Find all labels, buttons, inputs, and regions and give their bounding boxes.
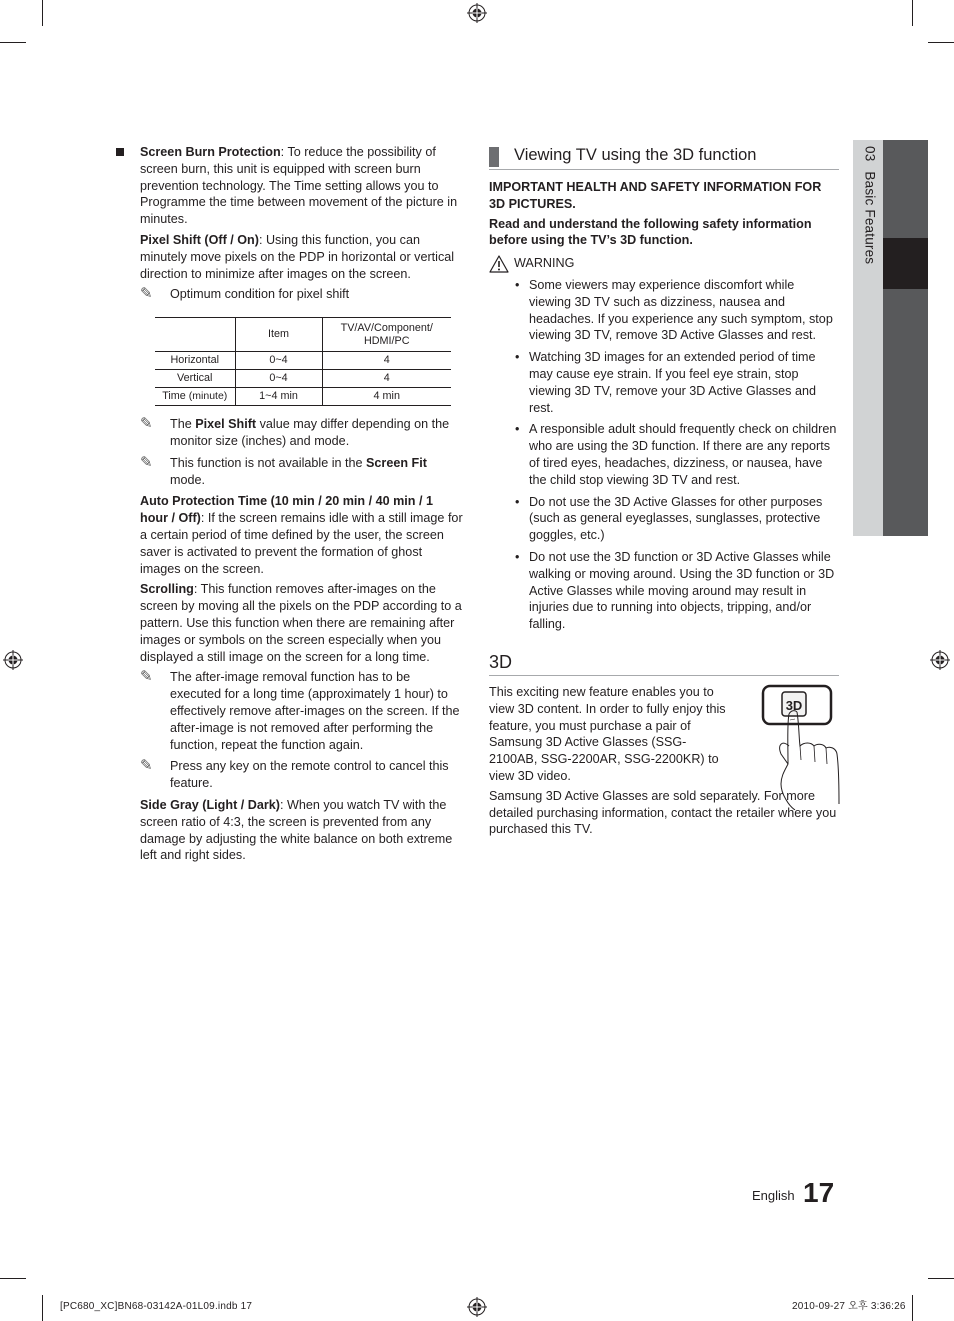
- bullet-icon: •: [515, 422, 520, 437]
- table-cell: Horizontal: [155, 352, 235, 370]
- chapter-title: Basic Features: [862, 171, 878, 265]
- section-title: Viewing TV using the 3D function: [514, 146, 757, 164]
- pencil-note-icon: ✎: [140, 415, 153, 433]
- crop-mark: [0, 42, 26, 43]
- chapter-tab-active-marker: [883, 238, 928, 289]
- note-pixel-shift: [140, 416, 463, 450]
- crop-mark: [42, 0, 43, 26]
- screen-burn-protection-paragraph: [140, 144, 463, 228]
- side-gray-text: : When you watch TV with the screen ratio of 4:3, the screen is prevented from any damage by adjusting the white balance on both extreme left and right sides.: [140, 797, 453, 863]
- footer-language: English: [752, 1188, 795, 1203]
- table-header-cell: Item: [235, 318, 322, 352]
- print-slug-date: 2010-09-27 오후 3:36:26: [792, 1301, 906, 1312]
- chapter-tab-dark: [883, 140, 928, 536]
- registration-mark-icon: [930, 650, 950, 670]
- right-column: [489, 144, 839, 838]
- registration-mark-icon: [467, 3, 487, 23]
- table-cell: Vertical: [155, 370, 235, 388]
- note-text: This function is not available in the: [170, 455, 367, 470]
- 3d-intro-text: This exciting new feature enables you to view 3D content. In order to fully enjoy this feature, you must purchase a pair of Samsung 3D Active Glasses (SSG-2100AB, SSG-2200AR, SSG-2200KR) to view 3D video.: [489, 684, 726, 783]
- note-screen-fit: [140, 455, 463, 489]
- registration-mark-icon: [3, 650, 23, 670]
- warning-triangle-icon: [489, 255, 509, 273]
- scrolling-text: : This function removes after-images on the screen by moving all the pixels on the PDP according to a pattern. Use this function when there are remaining after images or symbols on the screen especially when you displayed a still image on the screen for a long time.: [140, 582, 462, 664]
- pixel-shift-text: : Using this function, you can minutely move pixels on the PDP in horizontal or vertical direction to minimize after images on the screen.: [140, 232, 455, 281]
- note-text: The: [170, 417, 196, 432]
- auto-protection-paragraph: [140, 493, 463, 577]
- table-row: [155, 352, 451, 370]
- pencil-note-icon: ✎: [140, 453, 153, 471]
- list-item-text: Some viewers may experience discomfort while viewing 3D TV such as dizziness, nausea and headaches. If you experience any such symptom, stop viewing 3D TV, remove 3D Active Glasses and rest.: [529, 277, 833, 343]
- square-bullet-icon: [116, 148, 124, 156]
- time-label: Time: [162, 390, 186, 403]
- bullet-icon: •: [515, 277, 520, 292]
- table-cell: 4 min: [322, 388, 451, 406]
- note-text: Press any key on the remote control to cancel this feature.: [170, 759, 449, 791]
- 3d-sold-text-span: Samsung 3D Active Glasses are sold separately. For more detailed purchasing information, contact the retailer where you purchased this TV.: [489, 788, 837, 837]
- auto-protection-title: Auto Protection Time (10 min / 20 min / 40 min / 1 hour / Off): [140, 494, 433, 526]
- bullet-icon: •: [515, 549, 520, 564]
- print-slug-file: [PC680_XC]BN68-03142A-01L09.indb 17: [60, 1301, 253, 1312]
- scrolling-paragraph: [140, 581, 463, 665]
- side-gray-paragraph: [140, 797, 463, 864]
- screen-burn-protection-title: Screen Burn Protection: [140, 145, 281, 159]
- table-cell: 4: [322, 352, 451, 370]
- pencil-note-icon: ✎: [140, 757, 153, 775]
- pixel-shift-paragraph: [140, 232, 463, 282]
- note-text: mode.: [170, 472, 206, 487]
- warning-label-row: [489, 255, 839, 272]
- list-item: [515, 549, 839, 633]
- note-text: value may differ depending on the monitor size (inches) and mode.: [170, 417, 450, 448]
- note-bold-term: Screen Fit: [366, 455, 427, 470]
- read-notice: Read and understand the following safety information before using the TV’s 3D function.: [489, 216, 812, 248]
- important-notice: IMPORTANT HEALTH AND SAFETY INFORMATION FOR 3D PICTURES.: [489, 180, 822, 211]
- note-optimum: [140, 286, 463, 303]
- note-bold-term: Pixel Shift: [195, 417, 257, 432]
- left-column: [140, 144, 463, 868]
- table-cell: 1~4 min: [235, 388, 322, 406]
- scrolling-title: Scrolling: [140, 582, 194, 597]
- table-cell: 0~4: [235, 370, 322, 388]
- list-item-text: Do not use the 3D function or 3D Active Glasses while walking or moving around. Using the 3D function or 3D Active Glasses while moving around may result in injuries due to running into objects, tripping, and/or falling.: [529, 549, 835, 632]
- list-item: [515, 494, 839, 544]
- pencil-note-icon: ✎: [140, 285, 153, 303]
- bullet-icon: •: [515, 350, 520, 365]
- table-header-cell: [155, 318, 235, 352]
- list-item-text: A responsible adult should frequently check on children who are using the 3D function. If there are any reports of tired eyes, headaches, dizziness, or nausea, have the child stop viewing 3D TV and rest.: [529, 422, 837, 487]
- list-item: [515, 421, 839, 488]
- finger-pressing-3d-button-icon: [759, 684, 843, 810]
- heading-3d: 3D: [489, 651, 839, 676]
- registration-mark-icon: [467, 1297, 487, 1317]
- screen-burn-protection-text: : To reduce the possibility of screen burn, this unit is equipped with screen burn prevention technology. The Time setting allows you to Programme the time between movement of the picture in minutes.: [140, 145, 458, 227]
- table-cell: 0~4: [235, 352, 322, 370]
- table-row: [155, 388, 451, 406]
- warning-label: WARNING: [514, 256, 575, 271]
- crop-mark: [912, 0, 913, 26]
- heading-bar: [489, 147, 499, 167]
- table-header-row: [155, 318, 451, 352]
- crop-mark: [928, 1278, 954, 1279]
- auto-protection-text: : If the screen remains idle with a still image for a certain period of time defined by the user, the screen saver is activated to prevent the formation of ghost images on the screen.: [140, 511, 463, 576]
- list-item-text: Watching 3D images for an extended period of time may cause eye strain. If you feel eye strain, stop viewing 3D TV, remove your 3D Active Glasses and rest.: [529, 350, 816, 415]
- table-header-cell: TV/AV/Component/ HDMI/PC: [322, 318, 451, 352]
- section-heading: [489, 144, 839, 170]
- chapter-label: [861, 146, 878, 264]
- note-after-image: [140, 669, 463, 753]
- crop-mark: [42, 1295, 43, 1321]
- list-item-text: Do not use the 3D Active Glasses for other purposes (such as general eyeglasses, sunglasses, protective goggles, etc.): [529, 494, 823, 543]
- side-gray-title: Side Gray (Light / Dark): [140, 797, 280, 812]
- note-press-key: [140, 758, 463, 792]
- list-item: [515, 277, 839, 344]
- table-cell: 4: [322, 370, 451, 388]
- crop-mark: [0, 1278, 26, 1279]
- table-cell: [155, 388, 235, 406]
- pixel-shift-title: Pixel Shift (Off / On): [140, 232, 259, 247]
- note-optimum-text: Optimum condition for pixel shift: [170, 287, 350, 302]
- note-text: The after-image removal function has to be executed for a long time (approximately 1 hour) to effectively remove after-images on the screen. If the after-image is not removed after performing the function, repeat the function again.: [170, 670, 460, 752]
- 3d-intro-block: [489, 684, 839, 838]
- pixel-shift-table: [155, 317, 451, 406]
- chapter-number: 03: [862, 146, 878, 162]
- list-item: [515, 349, 839, 416]
- time-unit: (minute): [188, 390, 228, 403]
- bullet-icon: •: [515, 494, 520, 509]
- crop-mark: [928, 42, 954, 43]
- table-row: [155, 370, 451, 388]
- warning-list: [489, 277, 839, 633]
- pencil-note-icon: ✎: [140, 668, 153, 686]
- 3d-button-label: 3D: [785, 697, 803, 713]
- page-number: 17: [803, 1177, 835, 1208]
- crop-mark: [912, 1295, 913, 1321]
